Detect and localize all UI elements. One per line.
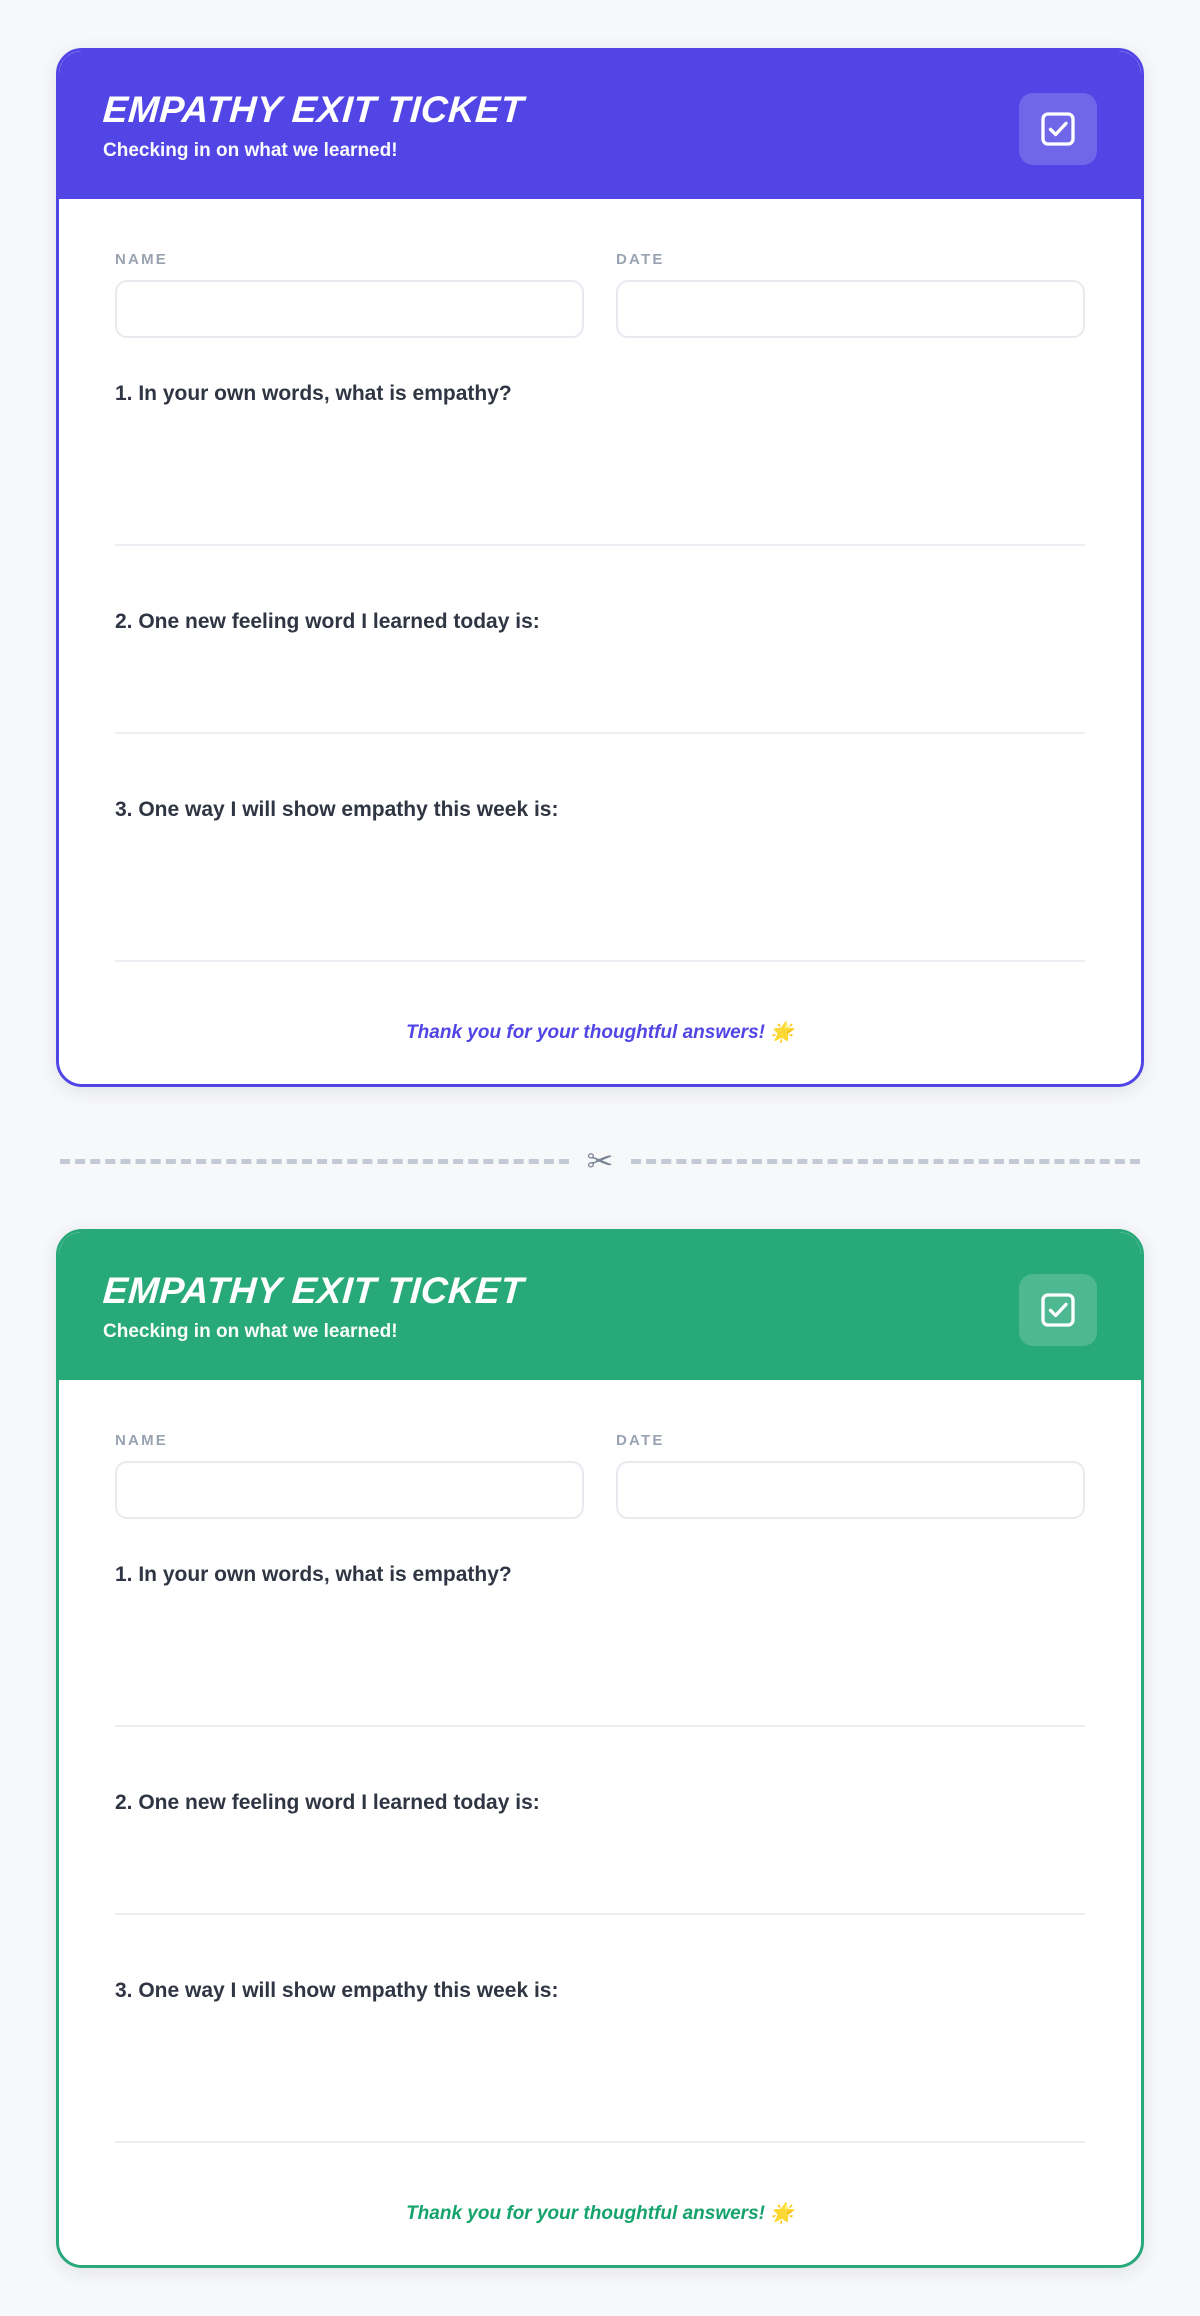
date-label-1: DATE	[616, 251, 665, 268]
answer-area-1-3[interactable]	[115, 830, 1085, 962]
question-2-1	[115, 1563, 1085, 1727]
date-input-1[interactable]	[616, 280, 1085, 338]
question-text-1-1: 1. In your own words, what is empathy?	[115, 382, 512, 405]
date-field-group-2	[616, 1432, 1085, 1519]
date-input-2[interactable]	[616, 1461, 1085, 1519]
scissors-icon: ✂	[586, 1143, 614, 1179]
spacer	[115, 1737, 1085, 1791]
exit-ticket-card-2	[56, 1229, 1144, 2268]
ticket-body-1	[59, 199, 1141, 1084]
ticket-body-2	[59, 1380, 1141, 2265]
ticket-header-2	[59, 1232, 1141, 1380]
name-field-group-2	[115, 1432, 584, 1519]
question-1-2	[115, 610, 1085, 734]
date-field-group-1	[616, 251, 1085, 338]
question-1-1	[115, 382, 1085, 546]
name-date-row-1	[115, 251, 1085, 338]
ticket-title-1: EMPATHY EXIT TICKET	[101, 89, 526, 130]
question-1-3	[115, 798, 1085, 962]
answer-area-2-1[interactable]	[115, 1595, 1085, 1727]
ticket-subtitle-1: Checking in on what we learned!	[103, 139, 398, 161]
question-text-2-1: 1. In your own words, what is empathy?	[115, 1563, 512, 1586]
name-label-2: NAME	[115, 1432, 168, 1449]
question-text-2-3: 3. One way I will show empathy this week is:	[115, 1979, 559, 2002]
spacer	[115, 744, 1085, 798]
ticket-footer-note-1: Thank you for your thoughtful answers! 🌟	[406, 1022, 794, 1043]
name-input-2[interactable]	[115, 1461, 584, 1519]
checked-box-icon	[1019, 1274, 1097, 1346]
answer-area-1-1[interactable]	[115, 414, 1085, 546]
question-text-1-2: 2. One new feeling word I learned today is:	[115, 610, 540, 633]
answer-area-2-2[interactable]	[115, 1823, 1085, 1915]
ticket-heading-group-1	[103, 91, 524, 162]
question-2-3	[115, 1979, 1085, 2143]
name-label-1: NAME	[115, 251, 168, 268]
cut-line-dash-right	[631, 1159, 1140, 1164]
answer-area-1-2[interactable]	[115, 642, 1085, 734]
spacer	[115, 1925, 1085, 1979]
ticket-title-2: EMPATHY EXIT TICKET	[101, 1270, 526, 1311]
date-label-2: DATE	[616, 1432, 665, 1449]
question-text-2-2: 2. One new feeling word I learned today is:	[115, 1791, 540, 1814]
name-field-group-1	[115, 251, 584, 338]
name-date-row-2	[115, 1432, 1085, 1519]
question-2-2	[115, 1791, 1085, 1915]
question-text-1-3: 3. One way I will show empathy this week is:	[115, 798, 559, 821]
exit-ticket-card-1	[56, 48, 1144, 1087]
answer-area-2-3[interactable]	[115, 2011, 1085, 2143]
ticket-subtitle-2: Checking in on what we learned!	[103, 1320, 398, 1342]
cut-line	[56, 1145, 1144, 1177]
spacer	[115, 556, 1085, 610]
ticket-footer-note-2: Thank you for your thoughtful answers! 🌟	[406, 2203, 794, 2224]
checked-box-icon	[1019, 93, 1097, 165]
name-input-1[interactable]	[115, 280, 584, 338]
cut-line-dash-left	[60, 1159, 569, 1164]
ticket-heading-group-2	[103, 1272, 524, 1343]
ticket-header-1	[59, 51, 1141, 199]
